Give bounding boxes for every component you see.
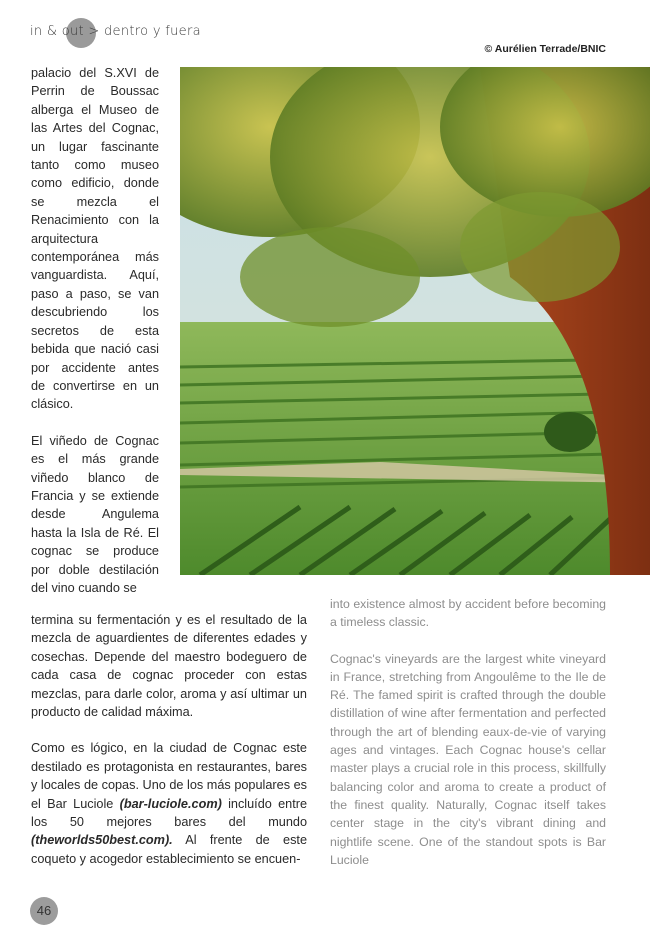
spanish-paragraph-3 — [31, 739, 307, 868]
spanish-paragraph-3-part-b: incluído entre los 50 mejores bares del mundo — [31, 796, 307, 830]
english-column — [330, 595, 606, 869]
spanish-column-narrow — [31, 64, 159, 597]
page-number: 46 — [30, 897, 58, 925]
english-paragraph-1: into existence almost by accident before becoming a timeless classic. — [330, 597, 606, 630]
photo-credit: © Aurélien Terrade/BNIC — [484, 43, 606, 55]
bar-luciole-link[interactable]: (bar-luciole.com) — [119, 796, 222, 811]
vineyard-illustration — [180, 67, 650, 575]
spanish-paragraph-2-end: termina su fermentación y es el resultado de la mezcla de aguardientes de diferentes edades y cosechas. Depende del maestro bodeguero de cada casa de cognac proceder con estas mezclas, para darle color, aroma y así ultimar un producto de calidad máxima. — [31, 613, 307, 720]
section-header — [30, 24, 201, 44]
worlds50best-link[interactable]: (theworlds50best.com). — [31, 833, 173, 848]
spanish-paragraph-3-part-c: Al frente de este coqueto y acogedor establecimiento se encuen- — [31, 833, 307, 866]
vineyard-photo — [180, 67, 650, 575]
spanish-paragraph-3-part-a: Como es lógico, en la ciudad de Cognac este destilado es protagonista en restaurantes, bares y locales de copas. Uno de los más populares es el Bar Luciole — [31, 741, 307, 811]
spanish-paragraph-1: palacio del S.XVI de Perrin de Boussac alberga el Museo de las Artes del Cognac, un lugar fascinante tanto como museo como edificio, donde se mezcla el Renacimiento con la arquitectura contemporánea más vanguardista. Aquí, paso a paso, se van descubriendo los secretos de esta bebida que nació casi por accidente antes de convertirse en un clásico. — [31, 66, 159, 412]
english-paragraph-2: Cognac's vineyards are the largest white vineyard in France, stretching from Angoulême to the Ile de Ré. The famed spirit is crafted through the double distillation of wine after fermentation and perfected through the art of blending eaux-de-vie of varying ages and vintages. Each Cognac house's cellar master plays a crucial role in this process, skillfully balancing color and aroma to create a product of the finest quality. Naturally, Cognac itself takes center stage in the city's vibrant dining and nightlife scene. One of the standout spots is Bar Luciole — [330, 651, 606, 867]
section-title: in & out > dentro y fuera — [30, 24, 201, 39]
spanish-paragraph-2-start: El viñedo de Cognac es el más grande viñedo blanco de Francia y se extiende desde Angulema hasta la Isla de Ré. El cognac se produce por doble destilación del vino cuando se — [31, 433, 159, 595]
spanish-column-wide — [31, 611, 307, 868]
